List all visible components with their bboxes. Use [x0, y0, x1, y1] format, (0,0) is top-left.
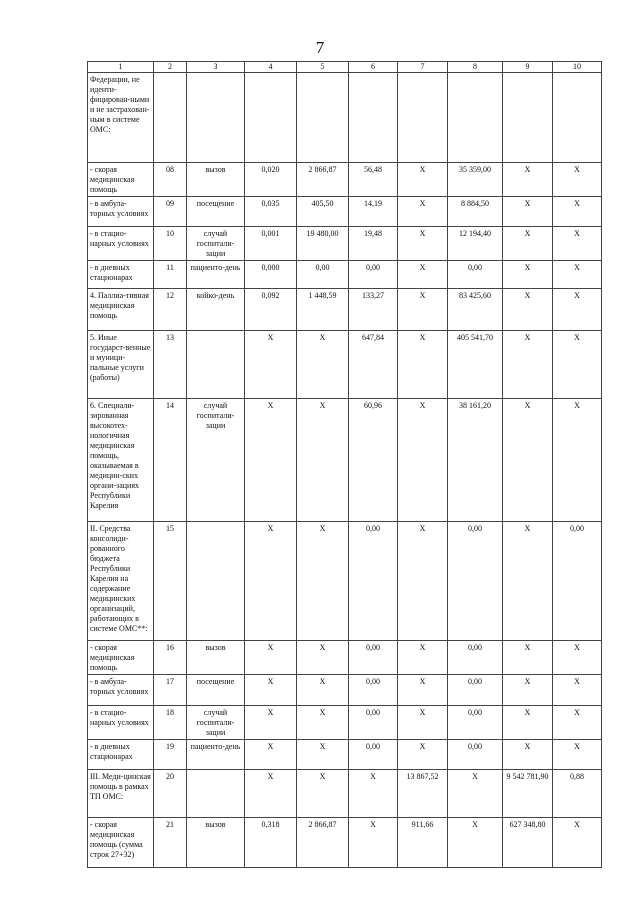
table-cell: X: [503, 227, 553, 261]
table-cell: X: [553, 261, 602, 289]
row-code: 15: [154, 522, 187, 641]
table-cell: 13 867,52: [398, 770, 448, 818]
table-cell: [448, 73, 503, 163]
row-code: 16: [154, 641, 187, 675]
table-row: [88, 818, 602, 868]
table-cell: X: [297, 770, 349, 818]
table-cell: X: [245, 675, 297, 706]
table-cell: 0,092: [245, 289, 297, 331]
table-cell: 0,88: [553, 770, 602, 818]
column-header: 6: [349, 62, 398, 73]
row-label: - скорая медицинская помощь: [88, 641, 154, 675]
row-label: III. Меди-цинская помощь в рамках ТП ОМС:: [88, 770, 154, 818]
table-cell: [553, 73, 602, 163]
row-label: - в дневных стационарах: [88, 740, 154, 770]
row-code: 18: [154, 706, 187, 740]
unit-cell: [187, 73, 245, 163]
row-code: [154, 73, 187, 163]
row-code: 13: [154, 331, 187, 399]
table-cell: 0,00: [553, 522, 602, 641]
table-cell: X: [503, 163, 553, 197]
table-cell: [245, 73, 297, 163]
table-cell: 35 359,00: [448, 163, 503, 197]
unit-cell: вызов: [187, 163, 245, 197]
table-cell: X: [398, 261, 448, 289]
table-row: [88, 261, 602, 289]
table-cell: X: [297, 740, 349, 770]
table-cell: X: [553, 818, 602, 868]
row-label: 6. Специали-зированная высокотех-нологичная медицинская помощь, оказываемая в медицин-ских органи-зациях Республики Карелия: [88, 399, 154, 522]
table-cell: 0,035: [245, 197, 297, 227]
table-cell: X: [398, 675, 448, 706]
table-header-row: [88, 62, 602, 73]
table-row: [88, 675, 602, 706]
column-header: 4: [245, 62, 297, 73]
table-cell: 56,48: [349, 163, 398, 197]
row-code: 20: [154, 770, 187, 818]
table-cell: X: [553, 227, 602, 261]
row-label: - в дневных стационарах: [88, 261, 154, 289]
row-label: Федерации, не иденти-фицирован-ными и не застрахован-ным в системе ОМС:: [88, 73, 154, 163]
row-code: 10: [154, 227, 187, 261]
table-cell: X: [553, 331, 602, 399]
table-cell: 0,00: [448, 261, 503, 289]
unit-cell: пациенто-день: [187, 261, 245, 289]
table-cell: 19,48: [349, 227, 398, 261]
row-code: 11: [154, 261, 187, 289]
table-cell: X: [245, 522, 297, 641]
table-row: [88, 73, 602, 163]
table-cell: X: [349, 818, 398, 868]
table-cell: 0,00: [448, 522, 503, 641]
table-cell: X: [503, 289, 553, 331]
table-row: [88, 740, 602, 770]
row-label: 4. Паллиа-тивная медицинская помощь: [88, 289, 154, 331]
table-cell: 2 866,87: [297, 163, 349, 197]
table-cell: X: [553, 641, 602, 675]
row-label: - скорая медицинская помощь: [88, 163, 154, 197]
table-cell: X: [553, 740, 602, 770]
table-cell: X: [503, 675, 553, 706]
table-cell: 0,00: [349, 261, 398, 289]
table-row: [88, 706, 602, 740]
table-cell: 83 425,60: [448, 289, 503, 331]
table-cell: X: [553, 197, 602, 227]
table-cell: 133,27: [349, 289, 398, 331]
unit-cell: [187, 331, 245, 399]
table-cell: X: [297, 331, 349, 399]
unit-cell: случай госпитали-зации: [187, 227, 245, 261]
table-cell: X: [297, 522, 349, 641]
table-cell: 0,001: [245, 227, 297, 261]
row-label: - в амбула-торных условиях: [88, 675, 154, 706]
table-cell: 647,84: [349, 331, 398, 399]
table-cell: X: [553, 399, 602, 522]
table-cell: X: [349, 770, 398, 818]
table-row: [88, 522, 602, 641]
table-cell: X: [398, 399, 448, 522]
table-cell: X: [553, 163, 602, 197]
table-cell: 12 194,40: [448, 227, 503, 261]
table-cell: 0,00: [349, 706, 398, 740]
table-cell: 0,000: [245, 261, 297, 289]
table-cell: X: [503, 522, 553, 641]
table-row: [88, 641, 602, 675]
table-cell: 0,00: [349, 740, 398, 770]
table-cell: X: [398, 641, 448, 675]
unit-cell: случай госпитали-зации: [187, 399, 245, 522]
table-cell: X: [245, 706, 297, 740]
row-code: 09: [154, 197, 187, 227]
table-cell: X: [398, 227, 448, 261]
row-code: 17: [154, 675, 187, 706]
table-cell: 9 542 781,90: [503, 770, 553, 818]
column-header: 5: [297, 62, 349, 73]
table-cell: 0,318: [245, 818, 297, 868]
row-code: 08: [154, 163, 187, 197]
table-cell: X: [245, 399, 297, 522]
row-code: 19: [154, 740, 187, 770]
column-header: 1: [88, 62, 154, 73]
row-label: - в стацио-нарных условиях: [88, 227, 154, 261]
unit-cell: случай госпитали-зации: [187, 706, 245, 740]
table-cell: X: [553, 289, 602, 331]
table-cell: 1 448,59: [297, 289, 349, 331]
table-cell: 405,50: [297, 197, 349, 227]
table-cell: [503, 73, 553, 163]
table-cell: X: [553, 706, 602, 740]
column-header: 3: [187, 62, 245, 73]
table-cell: X: [297, 641, 349, 675]
row-code: 14: [154, 399, 187, 522]
table-cell: X: [448, 770, 503, 818]
unit-cell: вызов: [187, 641, 245, 675]
unit-cell: [187, 522, 245, 641]
table-cell: X: [297, 706, 349, 740]
table-cell: 60,96: [349, 399, 398, 522]
table-cell: X: [503, 641, 553, 675]
column-header: 8: [448, 62, 503, 73]
unit-cell: [187, 770, 245, 818]
table-cell: X: [553, 675, 602, 706]
table-cell: [297, 73, 349, 163]
table-cell: 911,66: [398, 818, 448, 868]
table-row: [88, 770, 602, 818]
unit-cell: койко-день: [187, 289, 245, 331]
table-cell: 0,00: [448, 641, 503, 675]
table-cell: 14,19: [349, 197, 398, 227]
column-header: 9: [503, 62, 553, 73]
table-cell: 0,00: [349, 641, 398, 675]
table-cell: 627 348,80: [503, 818, 553, 868]
data-table: [87, 61, 602, 868]
table-cell: X: [398, 706, 448, 740]
table-row: [88, 399, 602, 522]
row-label: II. Средства консолиди-рованного бюджета Республики Карелия на содержание медицинских организаций, работающих в системе ОМС**:: [88, 522, 154, 641]
table-cell: X: [245, 331, 297, 399]
table-cell: X: [503, 261, 553, 289]
table-row: [88, 197, 602, 227]
column-header: 7: [398, 62, 448, 73]
table-cell: X: [398, 197, 448, 227]
table-cell: X: [503, 740, 553, 770]
row-code: 12: [154, 289, 187, 331]
table-cell: 19 480,00: [297, 227, 349, 261]
table-cell: 405 541,70: [448, 331, 503, 399]
table-cell: 38 161,20: [448, 399, 503, 522]
table-cell: X: [503, 399, 553, 522]
table-cell: X: [245, 770, 297, 818]
column-header: 10: [553, 62, 602, 73]
table-cell: X: [297, 399, 349, 522]
table-cell: X: [503, 706, 553, 740]
table-cell: 0,00: [349, 522, 398, 641]
table-cell: X: [398, 163, 448, 197]
table-cell: X: [297, 675, 349, 706]
page-number: 7: [315, 38, 325, 57]
unit-cell: пациенто-день: [187, 740, 245, 770]
unit-cell: посещение: [187, 197, 245, 227]
table-cell: 2 866,87: [297, 818, 349, 868]
table-cell: 8 884,50: [448, 197, 503, 227]
table-cell: 0,00: [448, 706, 503, 740]
table-cell: X: [398, 522, 448, 641]
table-cell: X: [398, 331, 448, 399]
row-label: - в амбула-торных условиях: [88, 197, 154, 227]
table-cell: 0,00: [448, 740, 503, 770]
unit-cell: вызов: [187, 818, 245, 868]
table-cell: X: [448, 818, 503, 868]
table-cell: X: [245, 740, 297, 770]
table-cell: X: [503, 331, 553, 399]
row-label: 5. Иные государст-венные и муници-пальные услуги (работы): [88, 331, 154, 399]
table-cell: 0,020: [245, 163, 297, 197]
table-row: [88, 331, 602, 399]
row-label: - в стацио-нарных условиях: [88, 706, 154, 740]
table-cell: 0,00: [349, 675, 398, 706]
table-cell: X: [398, 289, 448, 331]
table-cell: 0,00: [448, 675, 503, 706]
table-cell: 0,00: [297, 261, 349, 289]
table-cell: [349, 73, 398, 163]
row-code: 21: [154, 818, 187, 868]
column-header: 2: [154, 62, 187, 73]
table-row: [88, 289, 602, 331]
table-row: [88, 163, 602, 197]
table-cell: [398, 73, 448, 163]
table-cell: X: [503, 197, 553, 227]
table-cell: X: [245, 641, 297, 675]
table-cell: X: [398, 740, 448, 770]
table-row: [88, 227, 602, 261]
unit-cell: посещение: [187, 675, 245, 706]
row-label: - скорая медицинская помощь (сумма строк 27+32): [88, 818, 154, 868]
